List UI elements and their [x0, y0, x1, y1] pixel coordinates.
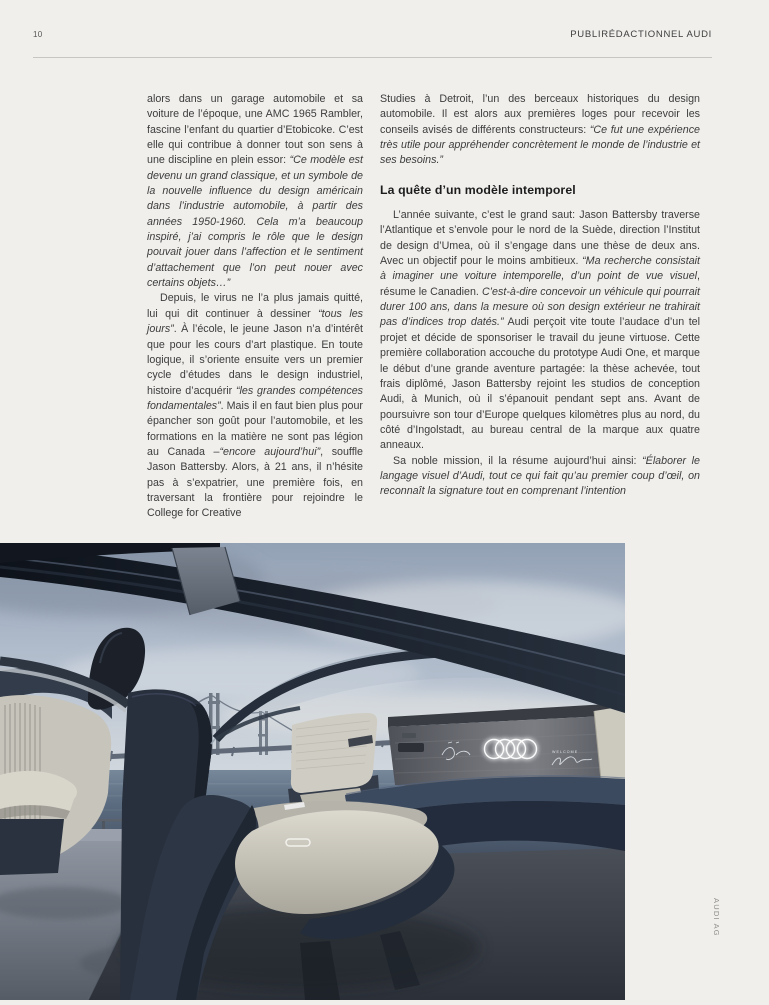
quote-segment: “Ce modèle est devenu un grand classique, et un symbole de la nouvelle influence du design américain dans l’industrie automobile, à partir des années 1950-1960. Cela m’a beaucoup inspiré, j’ai compris le rôle que le design pouvait jouer dans l’affection et le sentiment d’attachement que l’on peut nouer avec certains objets…” [147, 154, 363, 290]
header-divider [33, 57, 712, 58]
text-segment: Sa noble mission, il la résume aujourd’hui ainsi: [393, 454, 643, 467]
text-segment: L’année suivante, c’est le grand saut: Jason Battersby traverse l’Atlantique et s’envole pour le nord de la Suède, direction l’Institut de design d’Umea, où il s’engage dans une thèse de deux ans. Avec un objectif pour le moins ambitieux. [380, 209, 700, 268]
paragraph [147, 291, 363, 521]
column-2-body [380, 208, 700, 500]
article-photo [0, 543, 625, 1000]
text-segment: Depuis, le virus ne l’a plus jamais quitté, lui qui dit continuer à dessiner [147, 292, 363, 320]
paragraph [147, 92, 363, 291]
text-segment: , souffle Jason Battersby. Alors, à 21 ans, il n’hésite pas à s’expatrier, une première fois, en traversant la frontière pour rejoindre le College for Creative [147, 445, 363, 520]
article-column-1 [147, 92, 363, 522]
section-heading: La quête d’un modèle intemporel [380, 182, 576, 197]
paragraph [380, 208, 700, 454]
column-2-intro [380, 92, 700, 169]
paragraph [380, 92, 700, 169]
quote-segment: “encore aujourd’hui” [219, 445, 321, 458]
text-segment: alors dans un garage automobile et sa voiture de l’époque, une AMC 1965 Rambler, fascine l’enfant du quartier d’Etobicoke. C’est elle qui contribue à donner tout son sens à une discipline en plein essor: [147, 93, 363, 167]
quote-segment: “Élaborer le langage visuel d’Audi, tout ce qui fait qu’au premier coup d’œil, on reconnaît la signature tout en comprenant l’intention [380, 454, 700, 498]
dashboard-welcome-text: WELCOME [552, 750, 579, 754]
text-segment: Audi perçoit vite toute l’audace d’un tel projet et décide de sponsoriser le travail du jeune virtuose. Cette première collaboration accouche du prototype Audi One, et marque le début d’une grande aventure partagée: la thèse achevée, tout frais diplômé, Jason Battersby rejoint les studios de conception Audi, à Munich, où il s’épanouit pendant sept ans. Avant de poursuivre son tour d’Europe quelques kilomètres plus au nord, du côté d’Ingolstadt, au bureau central de la marque aux quatre anneaux. [380, 316, 700, 452]
concept-car-interior-photo [0, 543, 625, 1000]
text-segment: Studies à Detroit, l’un des berceaux historiques du design automobile. Il est alors aux premières loges pour recevoir les conseils avisés de différents constructeurs: [380, 93, 700, 136]
quote-segment: “Ce fut une expérience très utile pour appréhender concrètement le monde de l’industrie et ses besoins.” [380, 123, 700, 167]
paragraph [380, 454, 700, 500]
quote-segment: “Ma recherche consistait à imaginer une voiture intemporelle, d’un point de vue visuel [380, 255, 700, 283]
quote-segment: “les grandes compétences fondamentales” [147, 384, 363, 412]
publication-label: PUBLIRÉDACTIONNEL AUDI [570, 29, 712, 40]
page-number: 10 [33, 30, 43, 39]
text-segment: . Mais il en faut bien plus pour épancher son goût pour l’automobile, et les formations en la matière ne sont pas légion au Canada – [147, 399, 363, 458]
photo-credit: AUDI AG [712, 898, 721, 937]
quote-segment: C’est-à-dire concevoir un véhicule qui pourrait durer 100 ans, dans la mesure où son design extérieur ne trahirait pas d’indices trop datés.” [380, 285, 701, 329]
article-column-2 [380, 92, 700, 500]
text-segment: , résume le Canadien. [380, 270, 700, 298]
quote-segment: “tous les jours” [147, 307, 363, 336]
text-segment: . À l’école, le jeune Jason n’a d’intérêt que pour les cours d’art plastique. En toute logique, il s’oriente ensuite vers un premier cycle d’études dans le design industriel, histoire d’acquérir [147, 323, 363, 397]
